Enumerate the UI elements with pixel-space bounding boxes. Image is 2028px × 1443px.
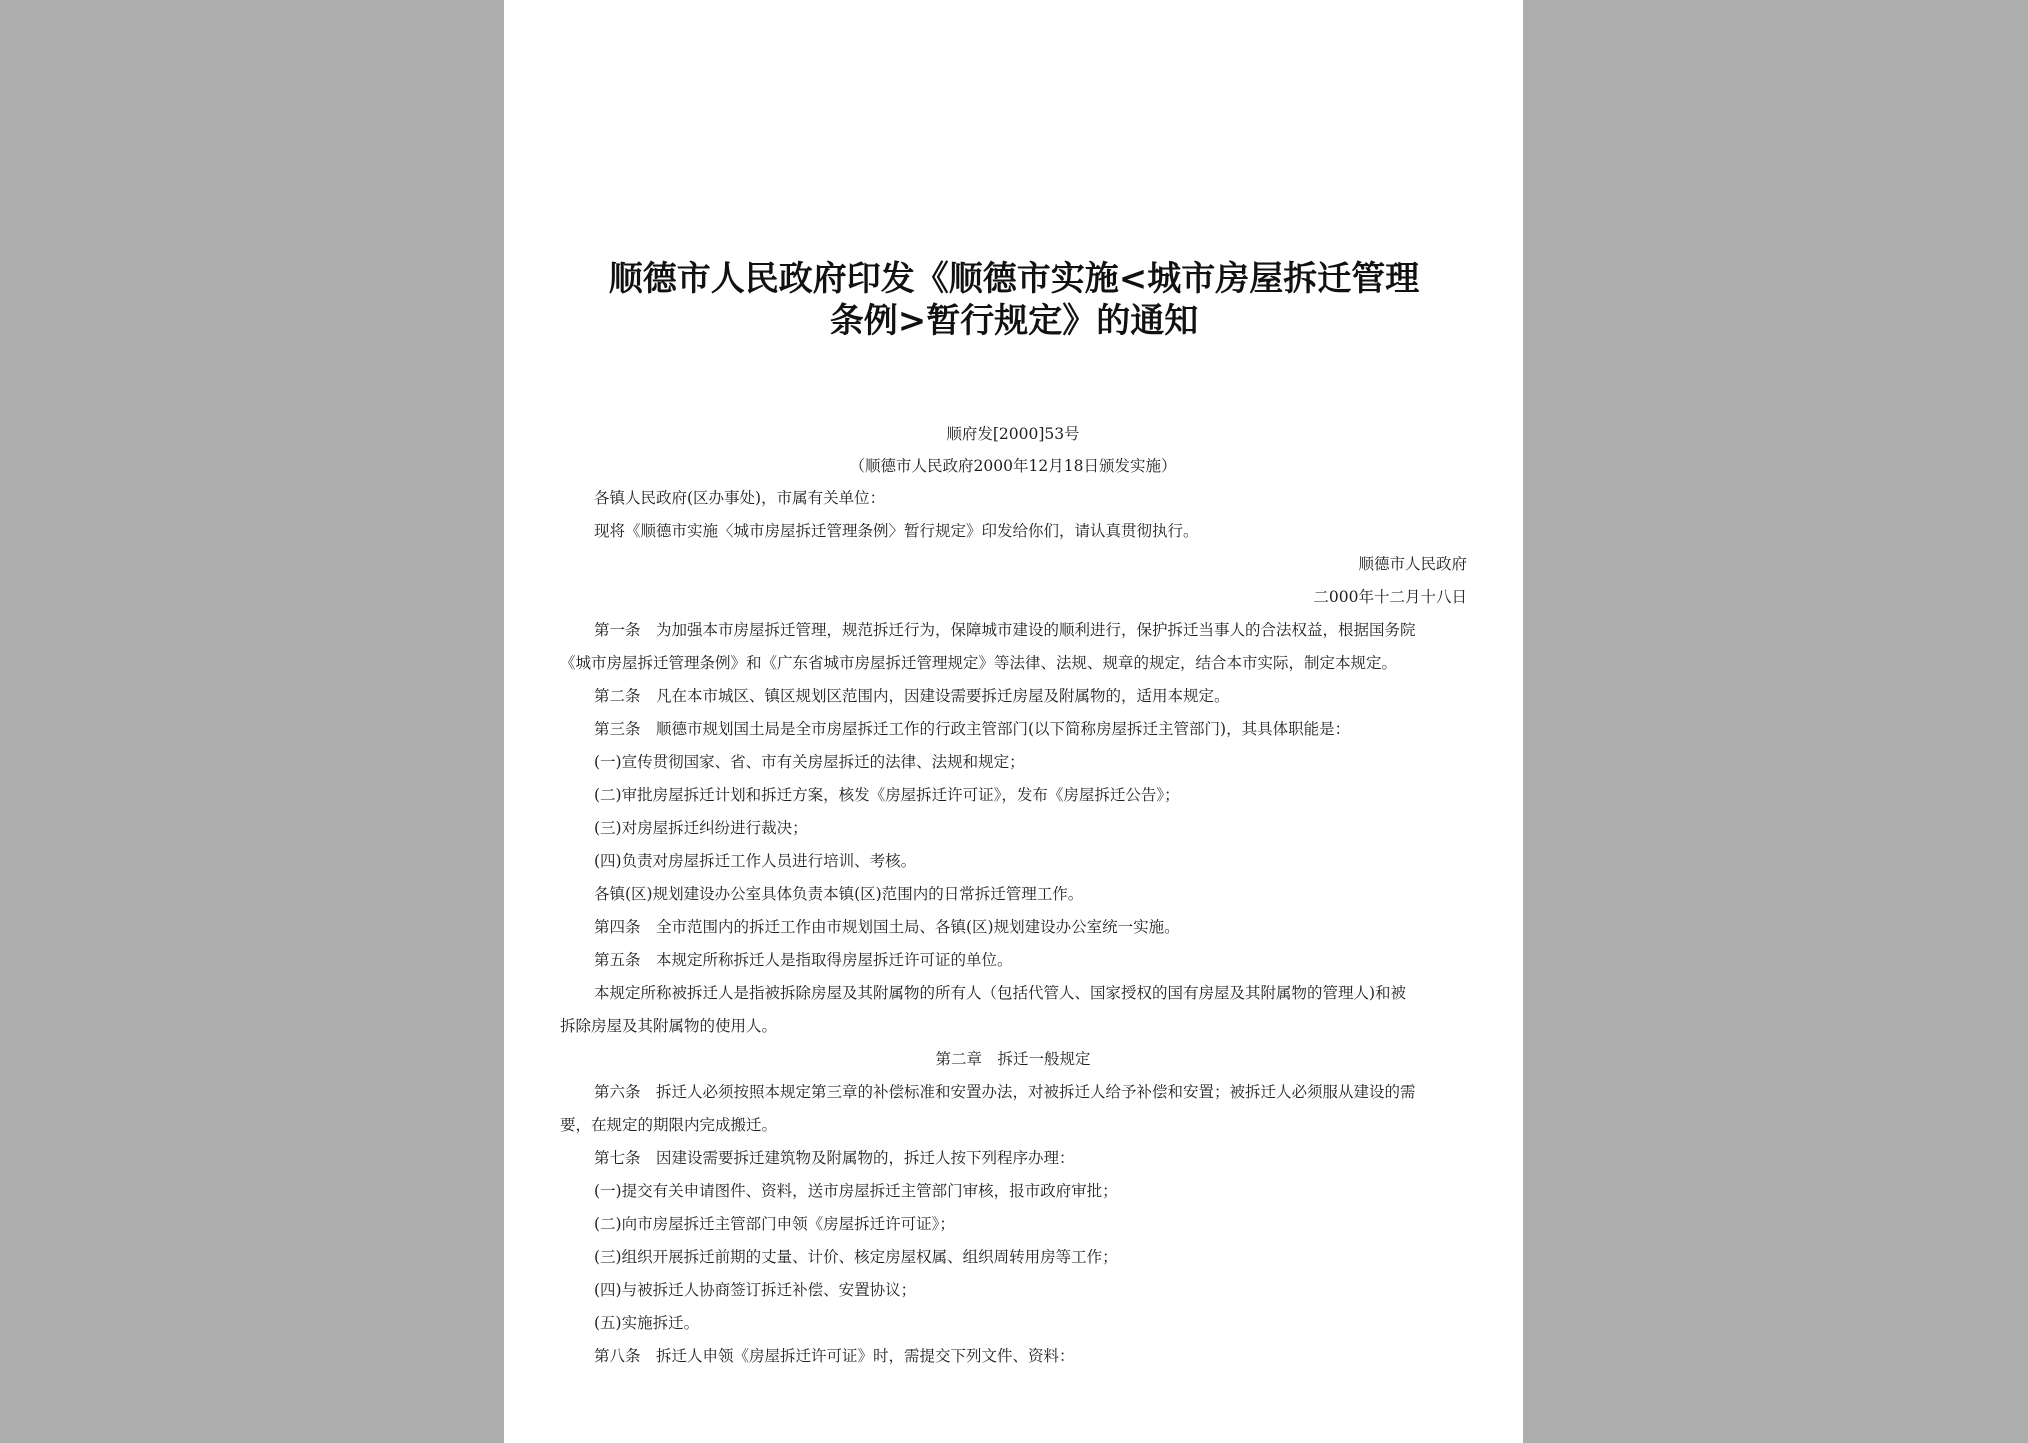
article-line: 拆除房屋及其附属物的使用人。	[560, 1017, 778, 1035]
article-line: (二)向市房屋拆迁主管部门申领《房屋拆迁许可证》；	[594, 1215, 955, 1233]
article-line: 本规定所称被拆迁人是指被拆除房屋及其附属物的所有人（包括代管人、国家授权的国有房屋及其附属物的管理人)和被	[594, 984, 1407, 1002]
article-line: (一)提交有关申请图件、资料，送市房屋拆迁主管部门审核，报市政府审批；	[594, 1182, 1118, 1200]
article-line: (三)对房屋拆迁纠纷进行裁决；	[594, 819, 808, 837]
article-line: (二)审批房屋拆迁计划和拆迁方案，核发《房屋拆迁许可证》，发布《房屋拆迁公告》；	[594, 786, 1180, 804]
article-line: 第四条 全市范围内的拆迁工作由市规划国土局、各镇(区)规划建设办公室统一实施。	[594, 918, 1180, 936]
document-title	[564, 258, 1464, 342]
document-number: 顺府发[2000]53号	[946, 425, 1080, 443]
article-line: 《城市房屋拆迁管理条例》和《广东省城市房屋拆迁管理规定》等法律、法规、规章的规定，结合本市实际，制定本规定。	[560, 654, 1398, 672]
article-line: (四)负责对房屋拆迁工作人员进行培训、考核。	[594, 852, 917, 870]
signature-date: 二000年十二月十八日	[1313, 588, 1467, 606]
article-line: 要，在规定的期限内完成搬迁。	[560, 1116, 778, 1134]
article-line: (五)实施拆迁。	[594, 1314, 700, 1332]
title-line-1: 顺德市人民政府印发《顺德市实施<城市房屋拆迁管理	[608, 259, 1420, 299]
article-line: (四)与被拆迁人协商签订拆迁补偿、安置协议；	[594, 1281, 917, 1299]
chapter-heading: 第二章 拆迁一般规定	[935, 1050, 1091, 1068]
article-line: 第三条 顺德市规划国土局是全市房屋拆迁工作的行政主管部门(以下简称房屋拆迁主管部门)，其具体职能是：	[594, 720, 1351, 738]
article-line: (三)组织开展拆迁前期的丈量、计价、核定房屋权属、组织周转用房等工作；	[594, 1248, 1118, 1266]
addressee: 各镇人民政府(区办事处)，市属有关单位：	[594, 489, 886, 507]
article-line: 第一条 为加强本市房屋拆迁管理，规范拆迁行为，保障城市建设的顺利进行，保护拆迁当事人的合法权益，根据国务院	[594, 621, 1416, 639]
article-line: 各镇(区)规划建设办公室具体负责本镇(区)范围内的日常拆迁管理工作。	[594, 885, 1084, 903]
document-page	[504, 0, 1523, 1443]
article-line: 第二条 凡在本市城区、镇区规划区范围内，因建设需要拆迁房屋及附属物的，适用本规定。	[594, 687, 1230, 705]
article-line: (一)宣传贯彻国家、省、市有关房屋拆迁的法律、法规和规定；	[594, 753, 1025, 771]
title-line-2: 条例>暂行规定》的通知	[829, 301, 1199, 341]
signature-issuer: 顺德市人民政府	[1358, 555, 1467, 573]
article-line: 第八条 拆迁人申领《房屋拆迁许可证》时，需提交下列文件、资料：	[594, 1347, 1075, 1365]
article-line: 第五条 本规定所称拆迁人是指取得房屋拆迁许可证的单位。	[594, 951, 1013, 969]
issued-note: （顺德市人民政府2000年12月18日颁发实施）	[849, 457, 1177, 475]
body-paragraph: 现将《顺德市实施〈城市房屋拆迁管理条例〉暂行规定》印发给你们，请认真贯彻执行。	[594, 522, 1199, 540]
article-line: 第六条 拆迁人必须按照本规定第三章的补偿标准和安置办法，对被拆迁人给予补偿和安置；被拆迁人必须服从建设的需	[594, 1083, 1416, 1101]
article-line: 第七条 因建设需要拆迁建筑物及附属物的，拆迁人按下列程序办理：	[594, 1149, 1075, 1167]
